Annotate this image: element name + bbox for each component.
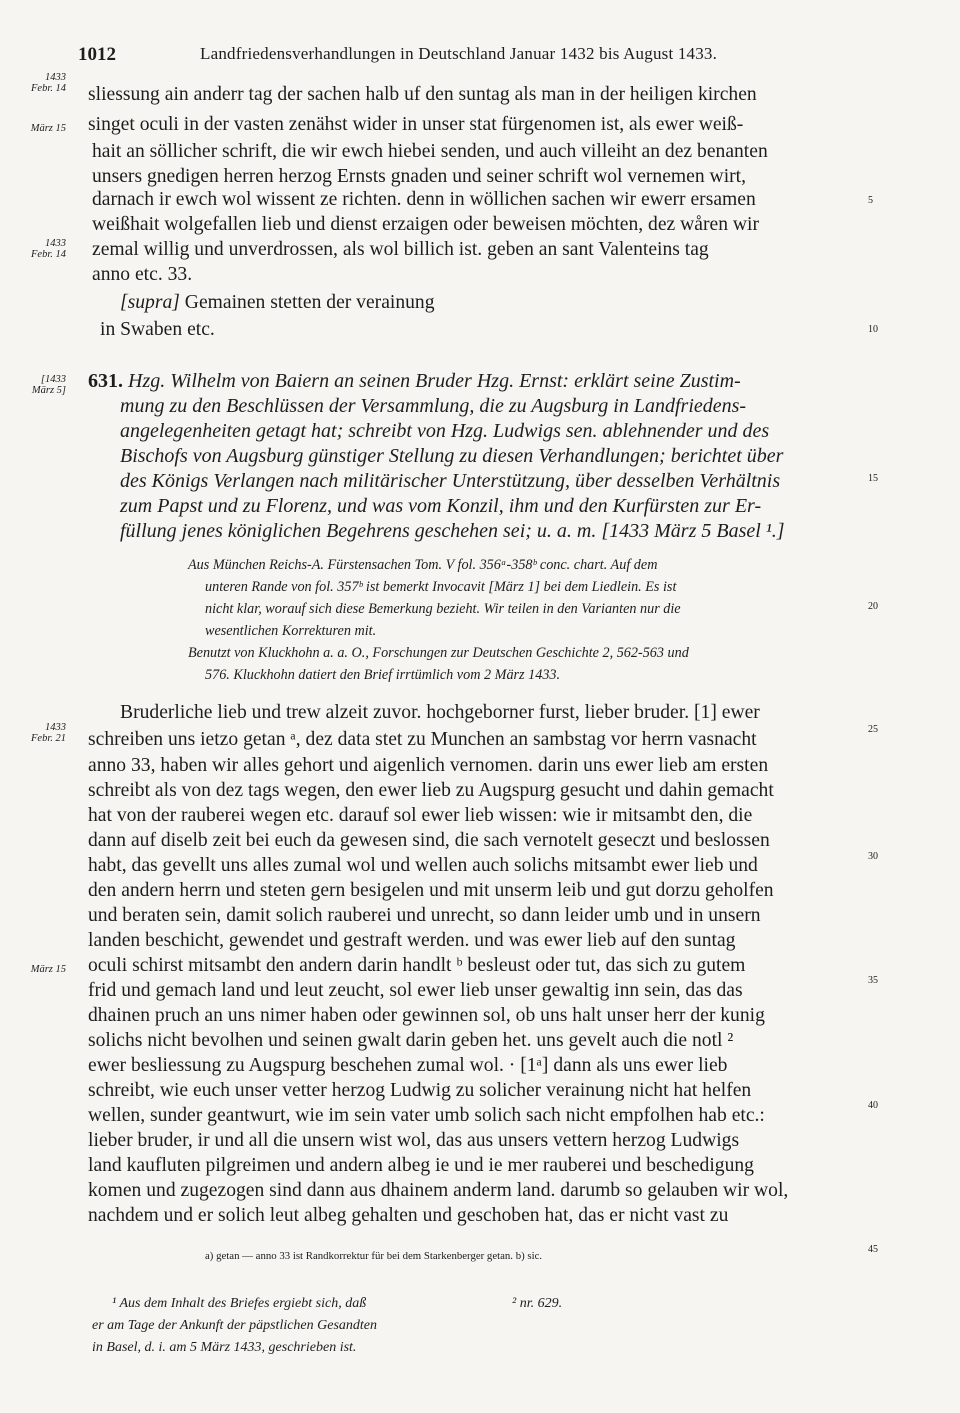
source-note-line: unteren Rande von fol. 357ᵇ ist bemerkt Invocavit [März 1] bei dem Liedlein. Es ist [205, 579, 677, 595]
letter-line: nachdem und er solich leut albeg gehalten und geschoben hat, das er nicht vast zu [88, 1205, 729, 1226]
text-line: unsers gnedigen herren herzog Ernsts gnaden und seiner schrift wol vernemen wirt, [92, 166, 747, 187]
entry-heading-line: 631. Hzg. Wilhelm von Baiern an seinen Bruder Hzg. Ernst: erklärt seine Zustim- [88, 370, 741, 392]
letter-line: und beraten sein, damit solich rauberei und unrecht, so dann leider umb und in unsern [88, 905, 761, 926]
source-note-line: nicht klar, worauf sich diese Bemerkung bezieht. Wir teilen in den Varianten nur die [205, 601, 681, 617]
address-line: in Swaben etc. [100, 319, 215, 340]
line-number: 40 [868, 1100, 878, 1111]
letter-line: komen und zugezogen sind dann aus dhainem anderm land. darumb so gelauben wir wol, [88, 1180, 789, 1201]
letter-line: landen beschicht, gewendet und gestraft werden. und was ewer lieb auf den suntag [88, 930, 736, 951]
entry-heading-line: füllung jenes königlichen Begehrens geschehen sei; u. a. m. [1433 März 5 Basel ¹.] [120, 520, 785, 542]
letter-line: oculi schirst mitsambt den andern darin handlt ᵇ besleust oder tut, das sich zu gutem [88, 955, 746, 976]
source-note-line: Benutzt von Kluckhohn a. a. O., Forschungen zur Deutschen Geschichte 2, 562-563 und [188, 645, 689, 661]
page-number: 1012 [78, 44, 116, 65]
text-line: anno etc. 33. [92, 264, 193, 285]
line-number: 45 [868, 1244, 878, 1255]
source-note-line: Aus München Reichs-A. Fürstensachen Tom. V fol. 356ᵃ-358ᵇ conc. chart. Auf dem [188, 557, 658, 573]
letter-line: land kaufluten pilgreimen und andern albeg ie und ie mer rauberei und beschedigung [88, 1155, 754, 1176]
line-number: 25 [868, 724, 878, 735]
line-number: 15 [868, 473, 878, 484]
letter-line: schreiben uns ietzo getan ᵃ, dez data stet zu Munchen an sambstag vor herrn vasnacht [88, 729, 757, 750]
text-line: zemal willig und unverdrossen, als wol billich ist. geben an sant Valenteins tag [92, 239, 709, 260]
footnote-line: ¹ Aus dem Inhalt des Briefes ergiebt sich, daß [112, 1296, 367, 1311]
letter-line: ewer besliessung zu Augspurg beschehen zumal wol. · [1ᵃ] dann als uns ewer lieb [88, 1055, 728, 1076]
source-note-line: 576. Kluckhohn datiert den Brief irrtümlich vom 2 März 1433. [205, 667, 561, 683]
letter-line: anno 33, haben wir alles gehort und aigenlich vernomen. darin uns ewer lieb am ersten [88, 755, 769, 776]
letter-line: schreibt, wie euch unser vetter herzog Ludwig zu solicher verainung nicht hat helfen [88, 1080, 752, 1101]
margin-note: März 15 [30, 964, 66, 975]
entry-heading-line: zum Papst und zu Florenz, und was vom Konzil, ihm und den Kurfürsten zur Er- [120, 495, 762, 517]
letter-line: habt, das gevellt uns alles zumal wol und wellen auch solichs mitsambt ewer lieb und [88, 855, 758, 876]
line-number: 35 [868, 975, 878, 986]
entry-heading-line: Bischofs von Augsburg günstiger Stellung zu diesen Verhandlungen; berichtet über [120, 445, 784, 467]
margin-note: März 15 [30, 123, 66, 134]
text-line: singet oculi in der vasten zenähst wider in unser stat fürgenomen ist, als ewer weiß- [88, 114, 744, 135]
line-number: 5 [868, 195, 873, 206]
line-number: 20 [868, 601, 878, 612]
letter-line: den andern herrn und steten gern besigelen und mit unserm leib und gut dorzu geholfen [88, 880, 774, 901]
letter-line: dann auf diselb zeit bei euch da gewesen sind, die sach vernotelt geseczt und beslossen [88, 830, 770, 851]
line-number: 10 [868, 324, 878, 335]
letter-line: schreibt als von dez tags wegen, den ewer lieb zu Augspurg gesucht und dahin gemacht [88, 780, 774, 801]
margin-note: 1433 Febr. 21 [31, 722, 66, 744]
source-note-line: wesentlichen Korrekturen mit. [205, 623, 377, 639]
footnote-line: in Basel, d. i. am 5 März 1433, geschrieben ist. [92, 1340, 357, 1355]
letter-line: Bruderliche lieb und trew alzeit zuvor. hochgeborner furst, lieber bruder. [1] ewer [120, 702, 760, 723]
text-line: darnach ir ewch wol wissent ze richten. denn in wöllichen sachen wir ewerr ersamen [92, 189, 756, 210]
line-number: 30 [868, 851, 878, 862]
text-line: weißhait wolgefallen lieb und dienst erzaigen oder beweisen möchten, dez wåren wir [92, 214, 760, 235]
text-line: hait an söllicher schrift, die wir ewch hiebei senden, und auch villeiht an dez benanten [92, 141, 768, 162]
letter-line: frid und gemach land und leut zeucht, sol ewer lieb unser gewaltig inn sein, das das [88, 980, 743, 1001]
entry-heading-line: des Königs Verlangen nach militärischer Unterstützung, über desselben Verhältnis [120, 470, 781, 492]
footnote-line: ² nr. 629. [512, 1296, 563, 1311]
entry-heading-line: mung zu den Beschlüssen der Versammlung, die zu Augsburg in Landfriedens- [120, 395, 747, 417]
footnote-line: er am Tage der Ankunft der päpstlichen Gesandten [92, 1318, 378, 1333]
letter-line: dhainen pruch an uns nimer haben oder gewinnen sol, ob uns halt unser herr der kunig [88, 1005, 765, 1026]
text-line: sliessung ain anderr tag der sachen halb uf den suntag als man in der heiligen kirchen [88, 84, 757, 105]
margin-note: 1433 Febr. 14 [31, 238, 66, 260]
variants-note: a) getan — anno 33 ist Randkorrektur für bei dem Starkenberger getan. b) sic. [205, 1250, 543, 1262]
entry-margin-note: [1433 März 5] [31, 374, 66, 396]
letter-line: solichs nicht bevolhen und seinen gwalt darin geben het. uns gevelt auch die notl ² [88, 1030, 734, 1051]
running-title: Landfriedensverhandlungen in Deutschland Januar 1432 bis August 1433. [200, 44, 718, 63]
letter-line: wellen, sunder geantwurt, wie im sein vater umb solich sach nicht empfolhen hab etc.: [88, 1105, 765, 1126]
entry-number: 631. [88, 370, 123, 392]
letter-line: hat von der rauberei wegen etc. darauf sol ewer lieb wissen: wie ir mitsambt den, die [88, 805, 753, 826]
address-line: [supra] Gemainen stetten der verainung [120, 292, 435, 313]
margin-note: 1433 Febr. 14 [31, 72, 66, 94]
entry-heading-line: angelegenheiten getagt hat; schreibt von Hzg. Ludwigs sen. ablehnender und des [120, 420, 770, 442]
letter-line: lieber bruder, ir und all die unsern wist wol, das aus unsers vettern herzog Ludwigs [88, 1130, 740, 1151]
